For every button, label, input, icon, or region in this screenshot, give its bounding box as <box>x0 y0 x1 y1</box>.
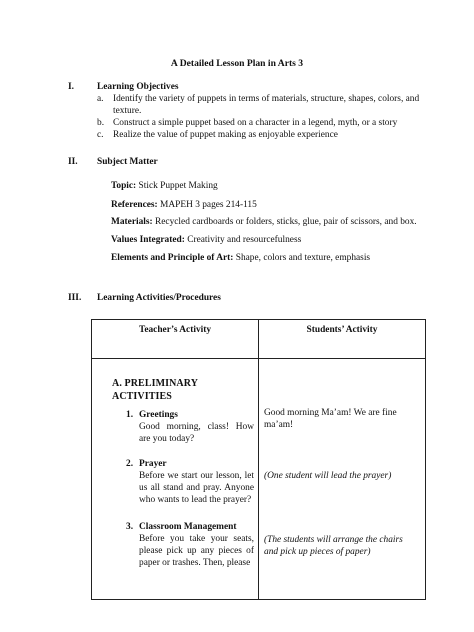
student-response-prayer: (One student will lead the prayer) <box>264 471 392 481</box>
objective-letter: a. <box>97 94 104 104</box>
objective-item <box>97 93 427 117</box>
activity-number: 3. <box>126 522 134 532</box>
topic-field <box>111 180 218 192</box>
activity-text: Before you take your seats, please pick up any pieces of paper or trashes. Then, please <box>139 534 254 569</box>
objective-item <box>97 117 427 129</box>
objective-letter: c. <box>97 130 104 141</box>
student-response-greetings: Good morning Ma’am! We are fine ma’am! <box>264 408 397 431</box>
references-field <box>111 199 257 211</box>
student-response-classroom: (The students will arrange the chairs and pick up pieces of paper) <box>264 535 403 558</box>
topic-label: Topic: <box>111 181 137 191</box>
activity-text: Before we start our lesson, let us all stand and pray. Anyone who wants to lead the prayer? <box>139 471 254 506</box>
references-value: MAPEH 3 pages 214-115 <box>157 200 257 210</box>
objective-text: Realize the value of puppet making as enjoyable experience <box>113 130 338 141</box>
activity-heading: Prayer <box>139 459 167 469</box>
topic-value: Stick Puppet Making <box>136 181 218 191</box>
section-title-activities: Learning Activities/Procedures <box>97 293 221 303</box>
values-label: Values Integrated: <box>111 235 185 245</box>
students-activity-header: Students’ Activity <box>259 320 426 359</box>
activities-table <box>91 319 426 600</box>
values-value: Creativity and resourcefulness <box>184 235 302 245</box>
section-number: I. <box>68 82 74 92</box>
students-activity-cell <box>259 359 426 600</box>
objective-item <box>97 129 427 141</box>
activity-item-classroom-management <box>126 521 254 569</box>
references-label: References: <box>111 200 158 210</box>
elements-label: Elements and Principle of Art: <box>111 253 234 263</box>
teacher-activity-cell <box>92 359 259 600</box>
objective-text: Construct a simple puppet based on a character in a legend, myth, or a story <box>113 118 398 129</box>
table-row <box>92 359 426 600</box>
materials-field <box>111 216 417 228</box>
activity-text: Good morning, class! How are you today? <box>139 422 254 445</box>
table-header-row <box>92 320 426 359</box>
elements-value: Shape, colors and texture, emphasis <box>233 253 371 263</box>
activity-heading: Classroom Management <box>139 522 237 532</box>
activity-heading: Greetings <box>139 410 178 420</box>
section-title-objectives: Learning Objectives <box>97 82 179 92</box>
activity-item-greetings <box>126 409 254 445</box>
elements-field <box>111 252 370 264</box>
section-number: II. <box>68 157 78 167</box>
objective-text: Identify the variety of puppets in terms of materials, structure, shapes, colors, and texture. <box>113 94 420 117</box>
teacher-activity-header: Teacher’s Activity <box>92 320 259 359</box>
objectives-list <box>97 93 427 141</box>
preliminary-activities-heading: A. PRELIMINARY ACTIVITIES <box>112 378 198 402</box>
document-title: A Detailed Lesson Plan in Arts 3 <box>170 58 304 69</box>
values-field <box>111 234 301 246</box>
activity-item-prayer <box>126 458 254 506</box>
section-title-subject-matter: Subject Matter <box>97 157 158 167</box>
section-number: III. <box>68 293 82 303</box>
materials-value: Recycled cardboards or folders, sticks, glue, pair of scissors, and box. <box>152 217 417 227</box>
materials-label: Materials: <box>111 217 153 227</box>
objective-letter: b. <box>97 118 105 129</box>
activity-number: 1. <box>126 410 134 420</box>
activity-number: 2. <box>126 459 134 469</box>
